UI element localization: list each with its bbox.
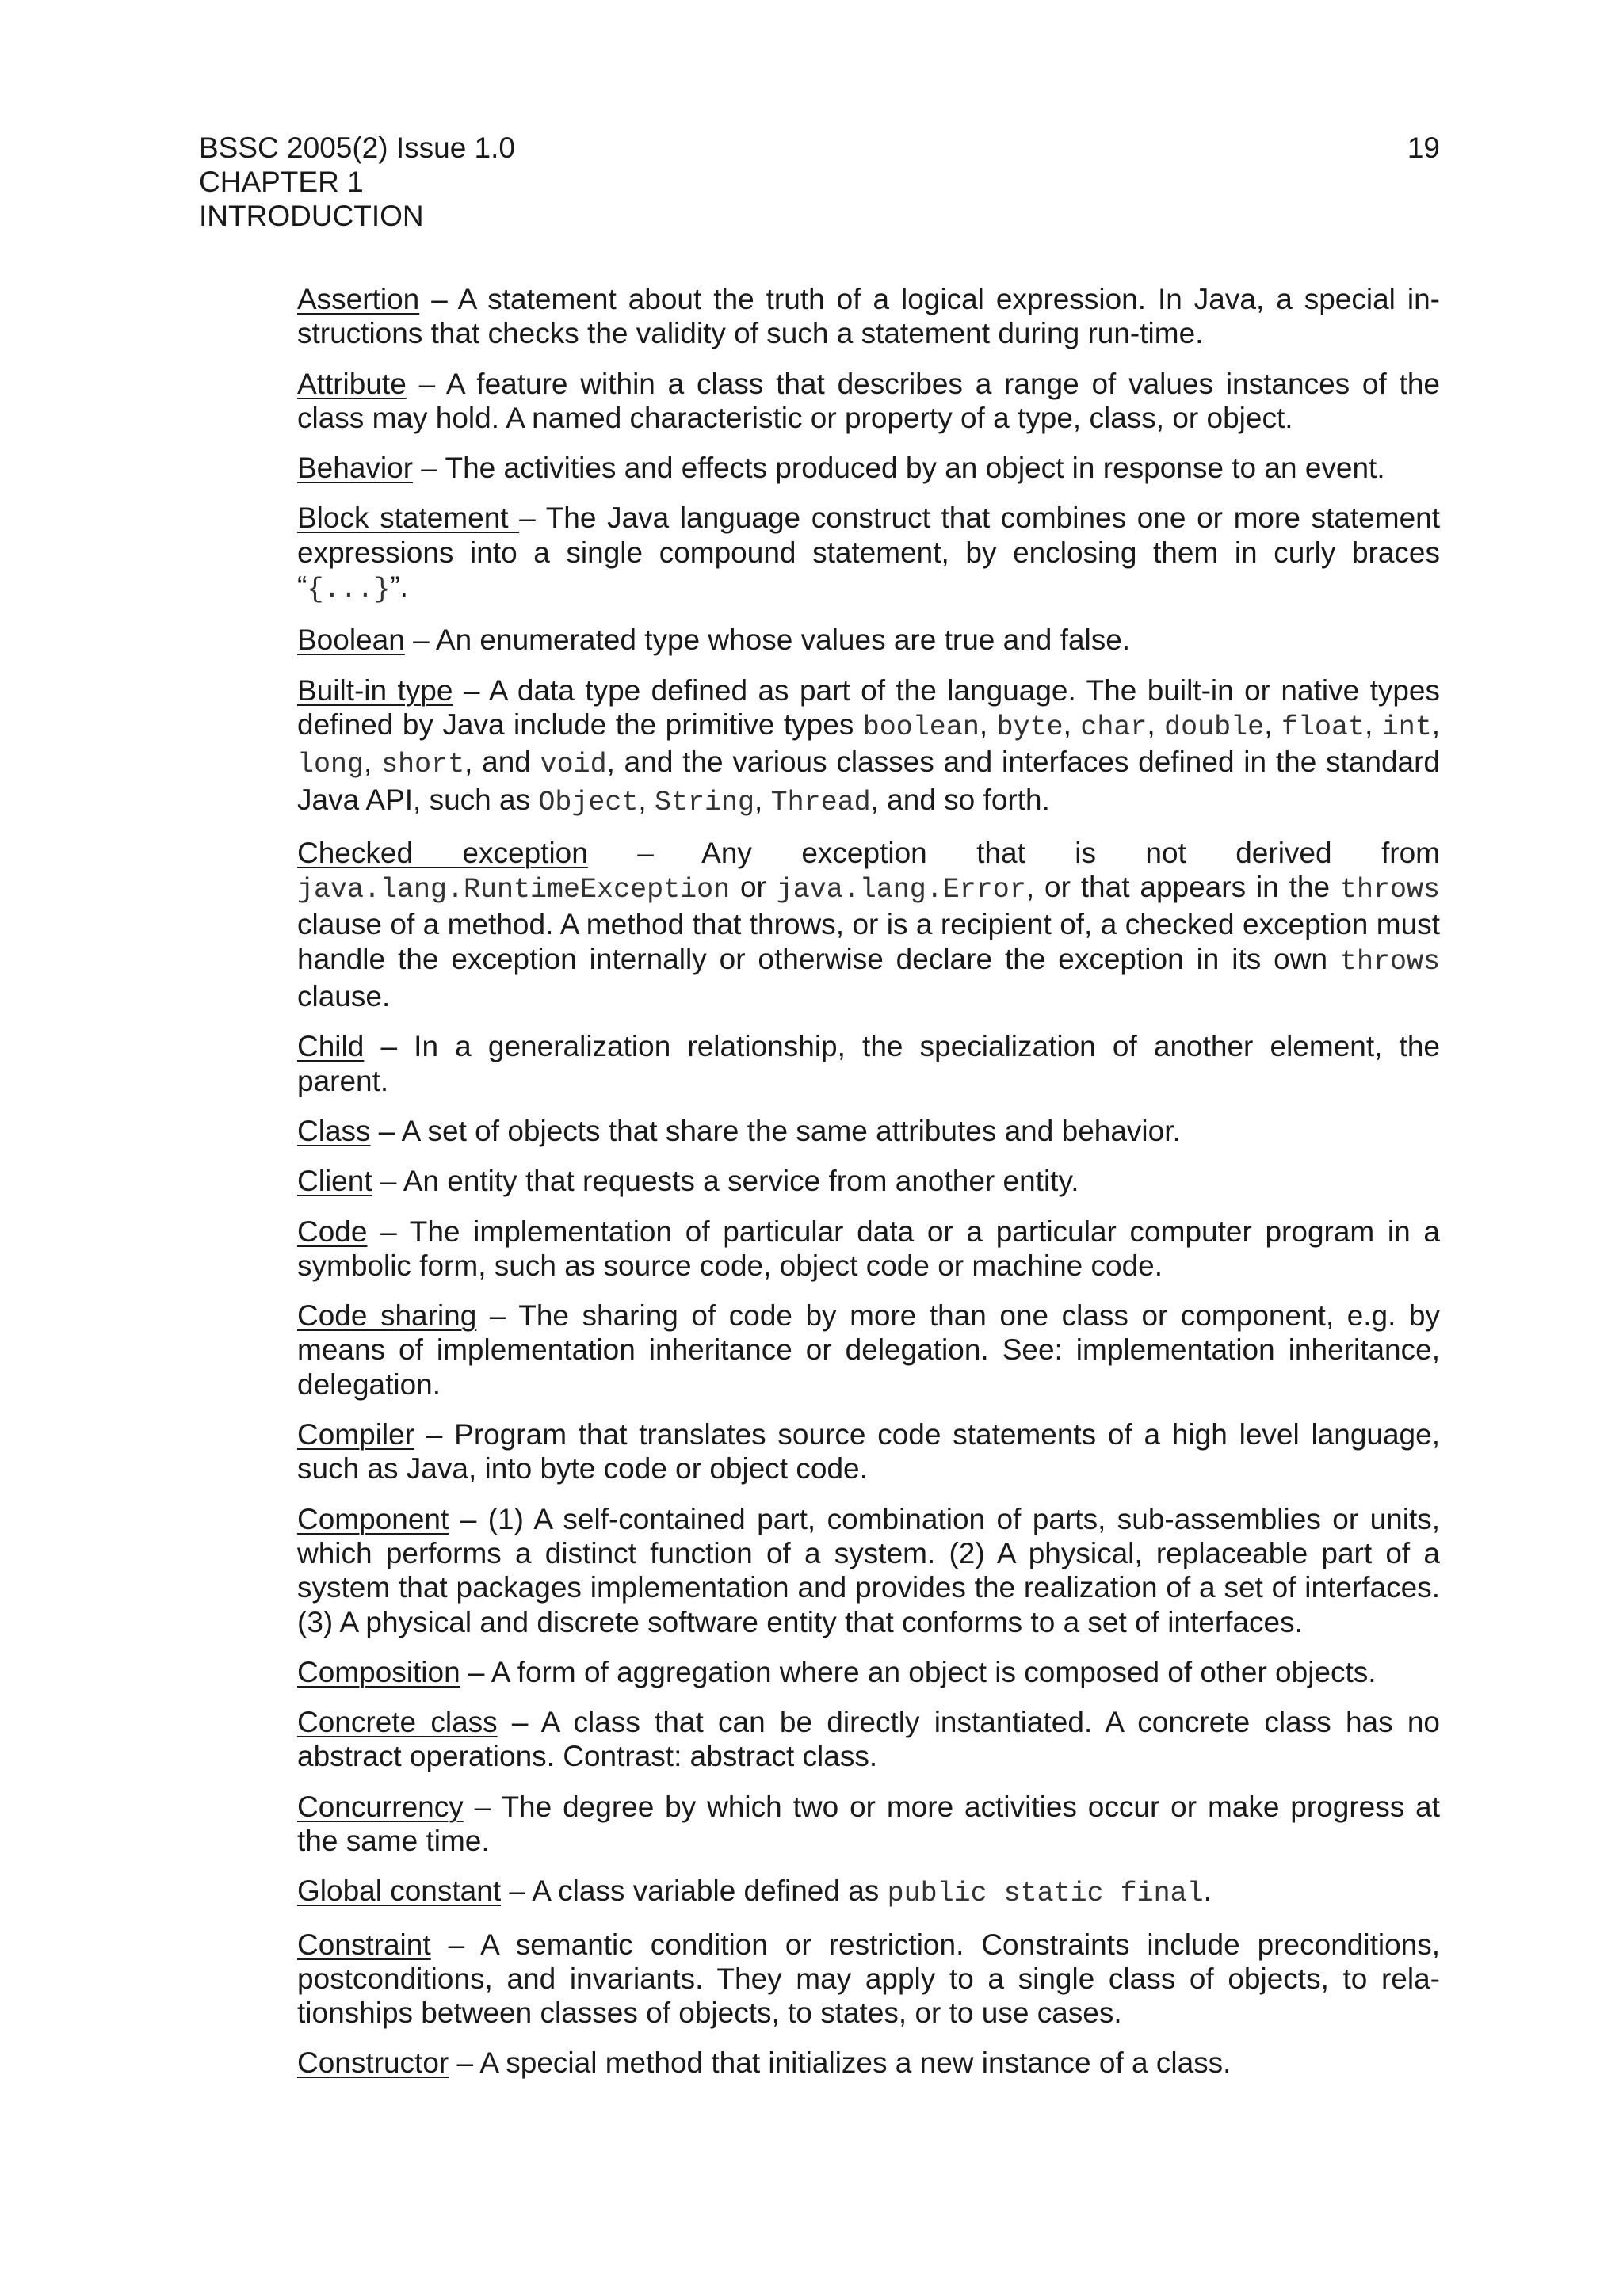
definition-text: – (1) A self-contained part, combination of parts, sub-assemblies or units, which performs a distinct function of a system. (2) A physical, replaceable part of a system that packages implementation and provides the realization of a set of interfaces. (3) A physical and discrete software entity that conforms to a set of interfaces.	[297, 1502, 1440, 1638]
definition-text: clause.	[297, 980, 391, 1013]
code-literal: throws	[1339, 874, 1440, 906]
definition-text: ,	[754, 783, 771, 816]
code-literal: long	[297, 749, 365, 781]
glossary-entry	[297, 673, 1440, 820]
definition-text: – Any exception that is not derived from	[587, 836, 1440, 869]
glossary-entry	[297, 1655, 1440, 1689]
glossary-entry	[297, 1299, 1440, 1402]
code-literal: throws	[1339, 945, 1440, 978]
glossary-entry	[297, 1502, 1440, 1639]
glossary-term: Code	[297, 1215, 368, 1248]
definition-text: – A class variable defined as	[501, 1875, 888, 1908]
definition-text: – An entity that requests a service from another entity.	[372, 1165, 1079, 1198]
glossary-entry	[297, 1114, 1440, 1148]
glossary-term: Compiler	[297, 1418, 415, 1451]
page-number: 19	[1407, 132, 1440, 164]
definition-text: , and	[464, 746, 540, 779]
definition-text: ,	[1063, 707, 1081, 741]
definition-text: – A special method that initializes a new instance of a class.	[449, 2046, 1232, 2080]
glossary-term: Concrete class	[297, 1706, 498, 1739]
glossary-term: Built-in type	[297, 673, 453, 707]
glossary-entry	[297, 1029, 1440, 1098]
glossary-term: Child	[297, 1030, 365, 1063]
glossary-term: Code sharing	[297, 1299, 477, 1333]
glossary-entry	[297, 1417, 1440, 1486]
code-literal: java.lang.RuntimeException	[297, 874, 731, 906]
glossary-term: Client	[297, 1165, 372, 1198]
glossary-term: Behavior	[297, 452, 414, 485]
code-literal: {...}	[307, 574, 391, 606]
definition-text: ,	[1147, 707, 1165, 741]
definition-text: – A feature within a class that describes a range of values instances of the class may hold. A named characteristic or property of a type, class, or object.	[297, 367, 1440, 434]
code-literal: int	[1381, 711, 1432, 743]
glossary-term: Concurrency	[297, 1790, 464, 1823]
code-literal: Object	[538, 786, 639, 818]
definition-text: ,	[1264, 707, 1281, 741]
glossary-entry	[297, 282, 1440, 351]
definition-text: clause of a method. A method that throws, or is a recipient of, a checked exception must handle the exception internally or otherwise declare the exception in its own	[297, 908, 1440, 975]
code-literal: float	[1281, 711, 1365, 743]
definition-text: – A form of aggregation where an object is composed of other objects.	[460, 1655, 1377, 1688]
code-literal: short	[381, 749, 465, 781]
glossary-term: Component	[297, 1502, 449, 1535]
definition-text: ,	[638, 783, 655, 816]
glossary-term: Composition	[297, 1655, 460, 1688]
chapter-label: CHAPTER 1	[199, 166, 364, 198]
code-literal: boolean	[862, 711, 980, 743]
glossary-entry	[297, 1928, 1440, 2031]
definition-text: ,	[1431, 707, 1441, 741]
glossary-term: Assertion	[297, 283, 420, 315]
document-id: BSSC 2005(2) Issue 1.0	[199, 132, 515, 164]
code-literal: String	[654, 786, 755, 818]
glossary-term: Constraint	[297, 1928, 431, 1961]
definition-text: – A statement about the truth of a logical expression. In Java, a special instructions that checks the validity of such a statement during run-time.	[297, 283, 1440, 350]
definition-text: – A class that can be directly instantiated. A concrete class has no abstract operations. Contrast: abstract class.	[297, 1706, 1440, 1773]
code-literal: public static final	[887, 1878, 1204, 1910]
definition-text: ,	[364, 746, 382, 779]
code-literal: char	[1080, 711, 1148, 743]
definition-text: – The Java language construct that combines one or more statement expressions into a single compound statement, by enclosing them in curly braces “	[297, 502, 1440, 604]
glossary-entry	[297, 1705, 1440, 1774]
glossary-entry	[297, 2046, 1440, 2080]
glossary-entry	[297, 1790, 1440, 1859]
glossary-entry	[297, 836, 1440, 1013]
definition-text: – The activities and effects produced by an object in response to an event.	[413, 452, 1385, 485]
code-literal: Thread	[770, 786, 871, 818]
definition-text: or	[730, 871, 777, 904]
glossary-term: Class	[297, 1114, 371, 1147]
definition-text: .	[1203, 1875, 1212, 1908]
section-title: INTRODUCTION	[199, 200, 424, 232]
definition-text: – A data type defined as part of the language. The built-in or native types defined by Java include the primitive types	[297, 673, 1440, 741]
definition-text: – A semantic condition or restriction. Constraints include preconditions, postconditions, and invariants. They may apply to a single class of objects, to relationships between classes of objects, to states, or to use cases.	[297, 1928, 1440, 2030]
code-literal: double	[1164, 711, 1265, 743]
glossary-entry	[297, 367, 1440, 436]
definition-text: – In a generalization relationship, the specialization of another element, the parent.	[297, 1030, 1440, 1097]
definition-text: – A set of objects that share the same attributes and behavior.	[370, 1114, 1181, 1147]
glossary-entry	[297, 1215, 1440, 1283]
code-literal: byte	[996, 711, 1064, 743]
definition-text: – The sharing of code by more than one class or component, e.g. by means of implementation inheritance or delegation. See: implementation inheritance, delegation.	[297, 1299, 1441, 1401]
glossary-term: Global constant	[297, 1875, 502, 1908]
glossary-entry	[297, 1874, 1440, 1911]
glossary-entry	[297, 1164, 1440, 1198]
code-literal: void	[540, 749, 607, 781]
glossary-term: Attribute	[297, 367, 407, 400]
definition-text: ,	[979, 707, 997, 741]
glossary-term: Block statement	[297, 502, 520, 535]
definition-text: , and the various classes and interfaces defined in the standard Java API, such as	[297, 746, 1441, 816]
definition-text: ”.	[390, 570, 408, 604]
page-header	[199, 131, 1440, 233]
definition-text: ,	[1364, 707, 1382, 741]
definition-text: , or that appears in the	[1025, 871, 1340, 904]
definition-text: – The implementation of particular data or a particular computer program in a symbolic form, such as source code, object code or machine code.	[297, 1215, 1440, 1282]
code-literal: java.lang.Error	[776, 874, 1026, 906]
glossary-entry	[297, 501, 1440, 607]
glossary-entry	[297, 451, 1440, 485]
glossary-term: Checked exception	[297, 836, 588, 869]
glossary-entry	[297, 623, 1440, 657]
definition-text: , and so forth.	[870, 783, 1050, 816]
glossary-list	[297, 282, 1440, 2096]
definition-text: – Program that translates source code statements of a high level language, such as Java, into byte code or object code.	[297, 1418, 1440, 1486]
definition-text: – An enumerated type whose values are true and false.	[404, 624, 1131, 657]
glossary-term: Boolean	[297, 624, 405, 657]
definition-text: – The degree by which two or more activities occur or make progress at the same time.	[297, 1790, 1440, 1857]
glossary-term: Constructor	[297, 2046, 449, 2080]
